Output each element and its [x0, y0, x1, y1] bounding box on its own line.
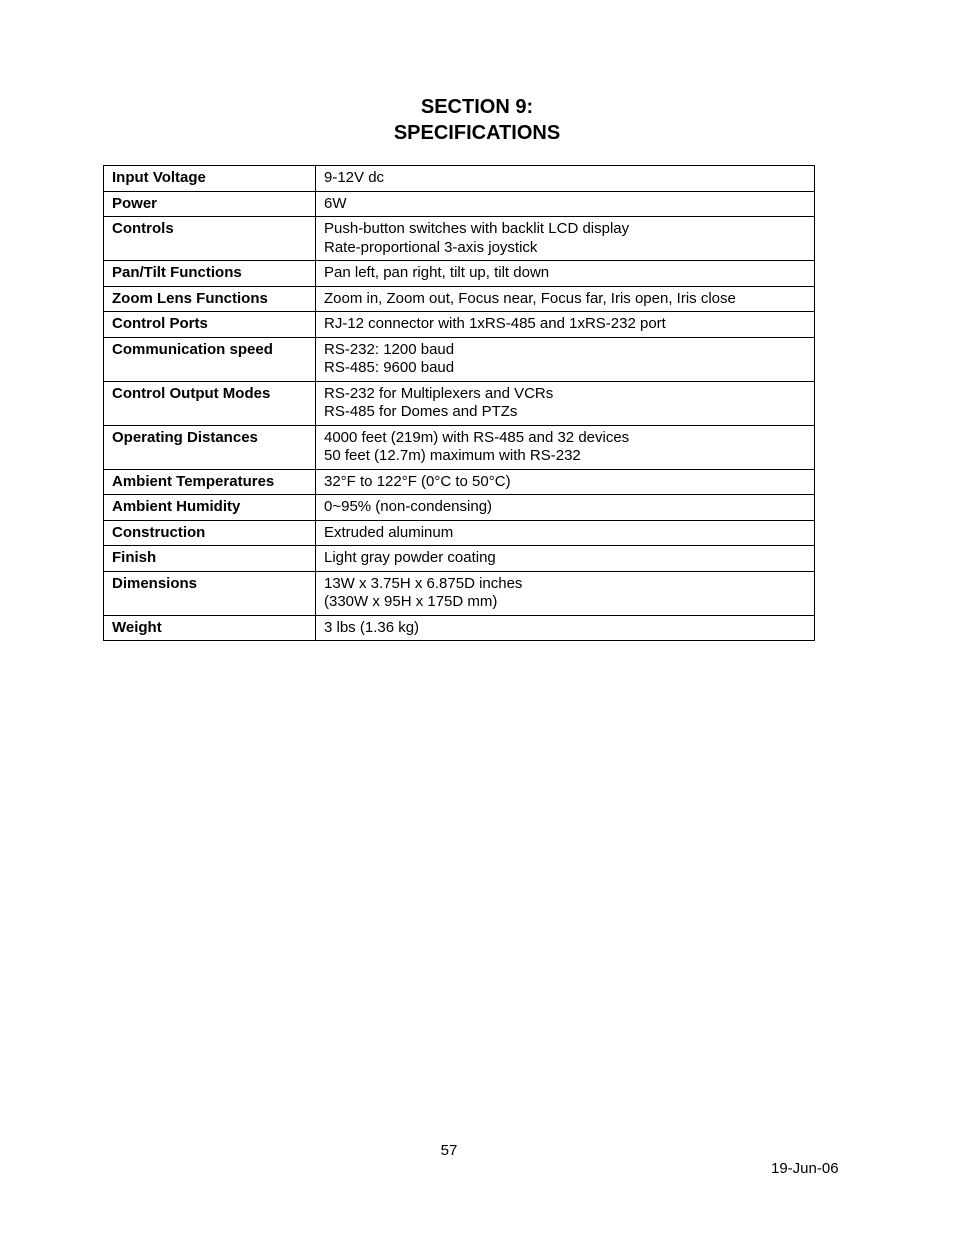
spec-value	[316, 495, 815, 521]
table-row	[104, 312, 815, 338]
spec-value	[316, 166, 815, 192]
table-row	[104, 381, 815, 425]
spec-value	[316, 261, 815, 287]
spec-value-line: 0~95% (non-condensing)	[324, 498, 493, 515]
table-row	[104, 546, 815, 572]
section-title: SPECIFICATIONS	[393, 122, 561, 144]
table-row	[104, 520, 815, 546]
spec-label: Zoom Lens Functions	[104, 286, 316, 312]
spec-value-line: Extruded aluminum	[324, 523, 454, 541]
spec-label: Pan/Tilt Functions	[104, 261, 316, 287]
spec-label: Ambient Humidity	[104, 495, 316, 521]
spec-value-line: 9-12V dc	[324, 169, 385, 186]
spec-value-line: RS-232 for Multiplexers and VCRs	[324, 384, 554, 402]
spec-label: Operating Distances	[104, 425, 316, 469]
spec-value-line: RJ-12 connector with 1xRS-485 and 1xRS-232 port	[324, 315, 666, 332]
spec-label: Controls	[104, 217, 316, 261]
table-row	[104, 261, 815, 287]
spec-value-line: 6W	[324, 194, 347, 212]
spec-label: Power	[104, 191, 316, 217]
spec-value-line: Zoom in, Zoom out, Focus near, Focus far, Iris open, Iris close	[324, 289, 736, 307]
spec-label: Control Output Modes	[104, 381, 316, 425]
section-number: SECTION 9:	[420, 96, 534, 118]
spec-value-line: RS-232: 1200 baud	[324, 340, 455, 358]
spec-value-line: RS-485 for Domes and PTZs	[324, 403, 518, 420]
spec-value	[316, 546, 815, 572]
spec-label: Ambient Temperatures	[104, 469, 316, 495]
spec-value-line: Light gray powder coating	[324, 549, 496, 566]
table-row	[104, 337, 815, 381]
spec-value	[316, 571, 815, 615]
table-row	[104, 469, 815, 495]
specifications-table	[103, 165, 815, 641]
spec-value-line: 32°F to 122°F (0°C to 50°C)	[324, 472, 511, 490]
spec-label: Control Ports	[104, 312, 316, 338]
spec-value-line: Push-button switches with backlit LCD display	[324, 220, 630, 237]
spec-value	[316, 286, 815, 312]
spec-value	[316, 191, 815, 217]
spec-value	[316, 312, 815, 338]
spec-value	[316, 520, 815, 546]
spec-value-line: 3 lbs (1.36 kg)	[324, 618, 420, 636]
specifications-table-body	[104, 166, 815, 641]
revision-date: 19-Jun-06	[771, 1160, 839, 1177]
table-row	[104, 191, 815, 217]
spec-value-line: 4000 feet (219m) with RS-485 and 32 devices	[324, 428, 630, 446]
spec-value-line: Rate-proportional 3-axis joystick	[324, 238, 538, 256]
spec-value	[316, 615, 815, 641]
table-row	[104, 217, 815, 261]
spec-value	[316, 469, 815, 495]
table-row	[104, 166, 815, 192]
spec-value-line: Pan left, pan right, tilt up, tilt down	[324, 264, 550, 281]
spec-value	[316, 381, 815, 425]
spec-value-line: 50 feet (12.7m) maximum with RS-232	[324, 447, 581, 464]
spec-label: Dimensions	[104, 571, 316, 615]
spec-label: Weight	[104, 615, 316, 641]
table-row	[104, 286, 815, 312]
table-row	[104, 425, 815, 469]
spec-value-line: RS-485: 9600 baud	[324, 359, 455, 376]
table-row	[104, 615, 815, 641]
spec-value	[316, 217, 815, 261]
spec-label: Communication speed	[104, 337, 316, 381]
spec-value-line: 13W x 3.75H x 6.875D inches	[324, 574, 523, 592]
table-row	[104, 495, 815, 521]
spec-label: Finish	[104, 546, 316, 572]
spec-value	[316, 425, 815, 469]
spec-value	[316, 337, 815, 381]
spec-label: Input Voltage	[104, 166, 316, 192]
spec-label: Construction	[104, 520, 316, 546]
table-row	[104, 571, 815, 615]
page-number: 57	[440, 1142, 458, 1159]
spec-value-line: (330W x 95H x 175D mm)	[324, 593, 498, 610]
